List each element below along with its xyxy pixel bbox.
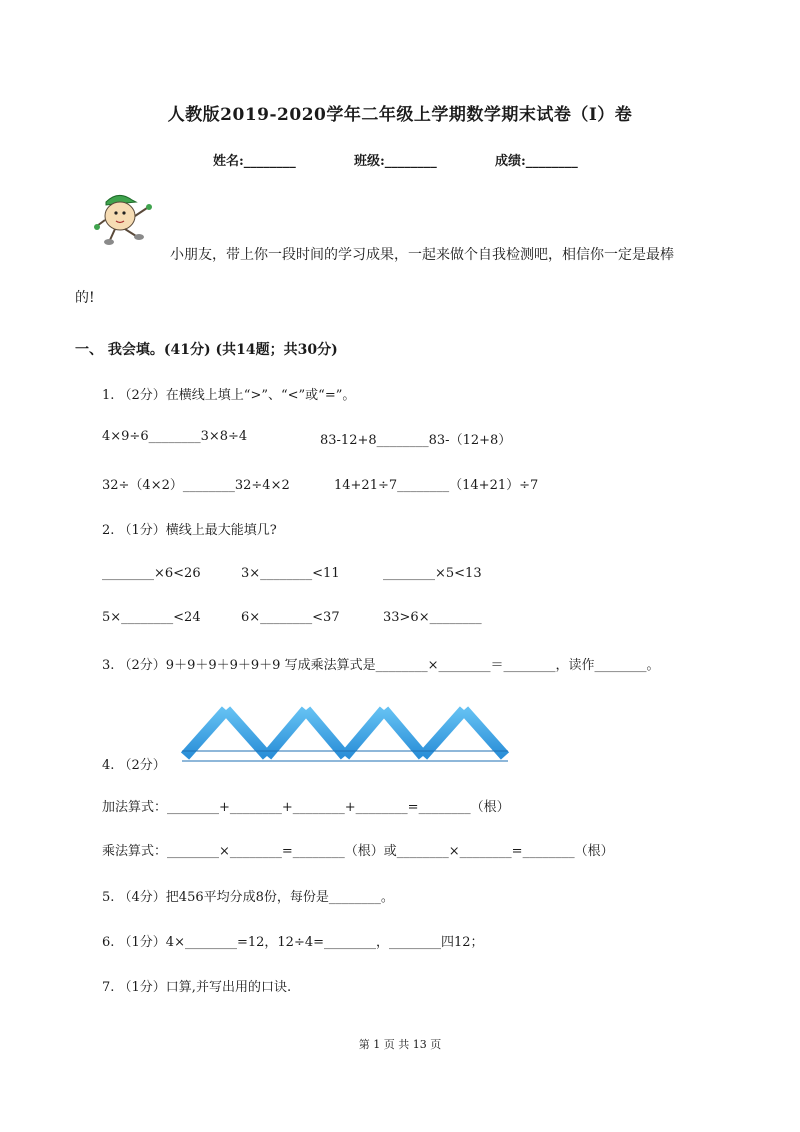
q2-row2-b: 6×________<37 <box>241 610 340 625</box>
section-heading: 一、 我会填。(41分) (共14题；共30分) <box>75 342 338 358</box>
page-footer: 第 1 页 共 13 页 <box>358 1038 442 1051</box>
q4-addition-line: 加法算式：________+________+________+________=________（根） <box>102 800 510 815</box>
q2-row1-c: ________×5<13 <box>383 566 482 581</box>
class-field: 班级:________ <box>354 154 437 169</box>
q2-row2-c: 33>6×________ <box>383 610 482 625</box>
q1-row2-a: 32÷（4×2）________32÷4×2 <box>102 478 290 493</box>
q1-row1-b: 83-12+8________83-（12+8） <box>320 433 512 448</box>
q2-row1-a: ________×6<26 <box>102 566 201 581</box>
q2-row2-a: 5×________<24 <box>102 610 201 625</box>
intro-text-line1: 小朋友，带上你一段时间的学习成果，一起来做个自我检测吧，相信你一定是最棒 <box>170 247 674 263</box>
cartoon-boy-icon <box>92 192 160 250</box>
page-title: 人教版2019-2020学年二年级上学期数学期末试卷（I）卷 <box>167 105 633 125</box>
q3-stem: 3. （2分）9＋9＋9＋9＋9＋9 写成乘法算式是________×________＝________，读作________。 <box>102 658 660 673</box>
q5-stem: 5. （4分）把456平均分成8份，每份是________。 <box>102 890 394 905</box>
intro-text-line2: 的! <box>75 290 95 306</box>
q4-multiplication-line: 乘法算式：________×________=________（根）或________×________=________（根） <box>102 844 614 859</box>
name-field: 姓名:________ <box>213 154 296 169</box>
q1-row1-a: 4×9÷6________3×8÷4 <box>102 429 248 444</box>
q1-stem: 1. （2分）在横线上填上“>”、“<”或“=”。 <box>102 388 356 403</box>
q1-row2-b: 14+21÷7________（14+21）÷7 <box>334 478 539 493</box>
q7-stem: 7. （1分）口算,并写出用的口诀. <box>102 980 292 995</box>
q2-row1-b: 3×________<11 <box>241 566 340 581</box>
q4-stem: 4. （2分） <box>102 758 166 773</box>
q6-stem: 6. （1分）4×________=12，12÷4=________，________四12； <box>102 935 484 950</box>
matchstick-triangles-figure <box>180 700 510 764</box>
score-field: 成绩:________ <box>495 154 578 169</box>
q2-stem: 2. （1分）横线上最大能填几? <box>102 523 277 538</box>
